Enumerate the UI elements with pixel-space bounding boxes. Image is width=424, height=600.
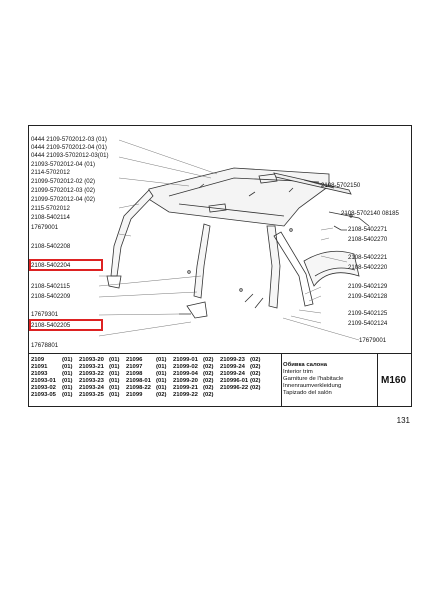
part-label: 2109-5402129: [348, 283, 388, 290]
table-row: 21093-02 (01) 21093-24 (01) 21098-22 (01) 21099-21 (02) 210996-22 (02): [31, 385, 261, 392]
part-label: 2108-5402221: [348, 254, 388, 261]
table-row: 2109 (01) 21093-20 (01) 21096 (01) 21099-01 (02) 21099-23 (02): [31, 357, 261, 363]
part-label: 21099-5702012-04 (02): [31, 196, 96, 203]
part-label: 17679301: [31, 311, 59, 318]
part-label: 17678801: [31, 342, 59, 349]
section-name-en: Interior trim: [283, 369, 313, 376]
section-name-de: Innenraumverkleidung: [283, 383, 342, 390]
catalog-frame: [28, 125, 412, 407]
table-row: 21091 (01) 21093-21 (01) 21097 (01) 21099-02 (02) 21099-24 (02): [31, 364, 261, 371]
table-row: 21093 (01) 21093-22 (01) 21098 (01) 21099-04 (02) 21099-24 (02): [31, 371, 261, 378]
table-row: 21093-01 (01) 21093-23 (01) 21098-01 (01) 21099-20 (02) 210996-01 (02): [31, 378, 261, 385]
part-label: 2109-5402125: [348, 310, 388, 317]
section-names: [283, 362, 343, 397]
models-table: [31, 357, 267, 400]
part-label: 2108-5402220: [348, 264, 388, 271]
section-name-es: Tapizado del salón: [283, 390, 332, 397]
table-row: 21093-05 (01) 21093-25 (01) 21099 (02) 21099-22 (02): [31, 392, 214, 399]
section-name-fr: Garniture de l'habitacle: [283, 376, 344, 383]
part-label: 2114-5702012: [31, 169, 70, 176]
part-label: 2108-5402114: [31, 214, 70, 221]
part-label: 2115-5702012: [31, 205, 70, 212]
section-code: M160: [380, 375, 406, 386]
part-label: 21093-5702012-04 (01): [31, 161, 96, 168]
page-number: 131: [396, 416, 410, 425]
part-label: 0444 2109-5702012-03 (01): [31, 136, 107, 143]
part-label: 2108-5402115: [31, 283, 70, 290]
part-label: 2108-5402271: [348, 226, 388, 233]
part-label: 2108-5702150: [321, 182, 361, 189]
part-label: 2109-5402124: [348, 320, 388, 327]
highlight-box-5402204: [29, 259, 103, 271]
part-label: 21099-5702012-02 (02): [31, 178, 96, 185]
part-label: 17679001: [31, 224, 59, 231]
part-label: 21099-5702012-03 (02): [31, 187, 96, 194]
part-label-highlighted: 2108-5402205: [31, 322, 71, 329]
part-label: 2109-5402128: [348, 293, 388, 300]
section-name-ru: Обивка салона: [283, 362, 328, 368]
column-divider: [281, 353, 282, 407]
part-label: 2108-5702140 08185: [341, 210, 399, 217]
part-label-highlighted: 2108-5402204: [31, 262, 71, 269]
part-label: 0444 21093-5702012-03(01): [31, 152, 109, 159]
diagram-area: [29, 126, 411, 353]
part-label: 2108-5402270: [348, 236, 388, 243]
part-label: 17679001: [359, 337, 387, 344]
highlight-box-5402205: [29, 319, 103, 331]
part-label: 0444 2109-5702012-04 (01): [31, 144, 107, 151]
table-divider: [29, 353, 411, 354]
part-label: 2108-5402209: [31, 293, 71, 300]
part-label: 2108-5402208: [31, 243, 71, 250]
